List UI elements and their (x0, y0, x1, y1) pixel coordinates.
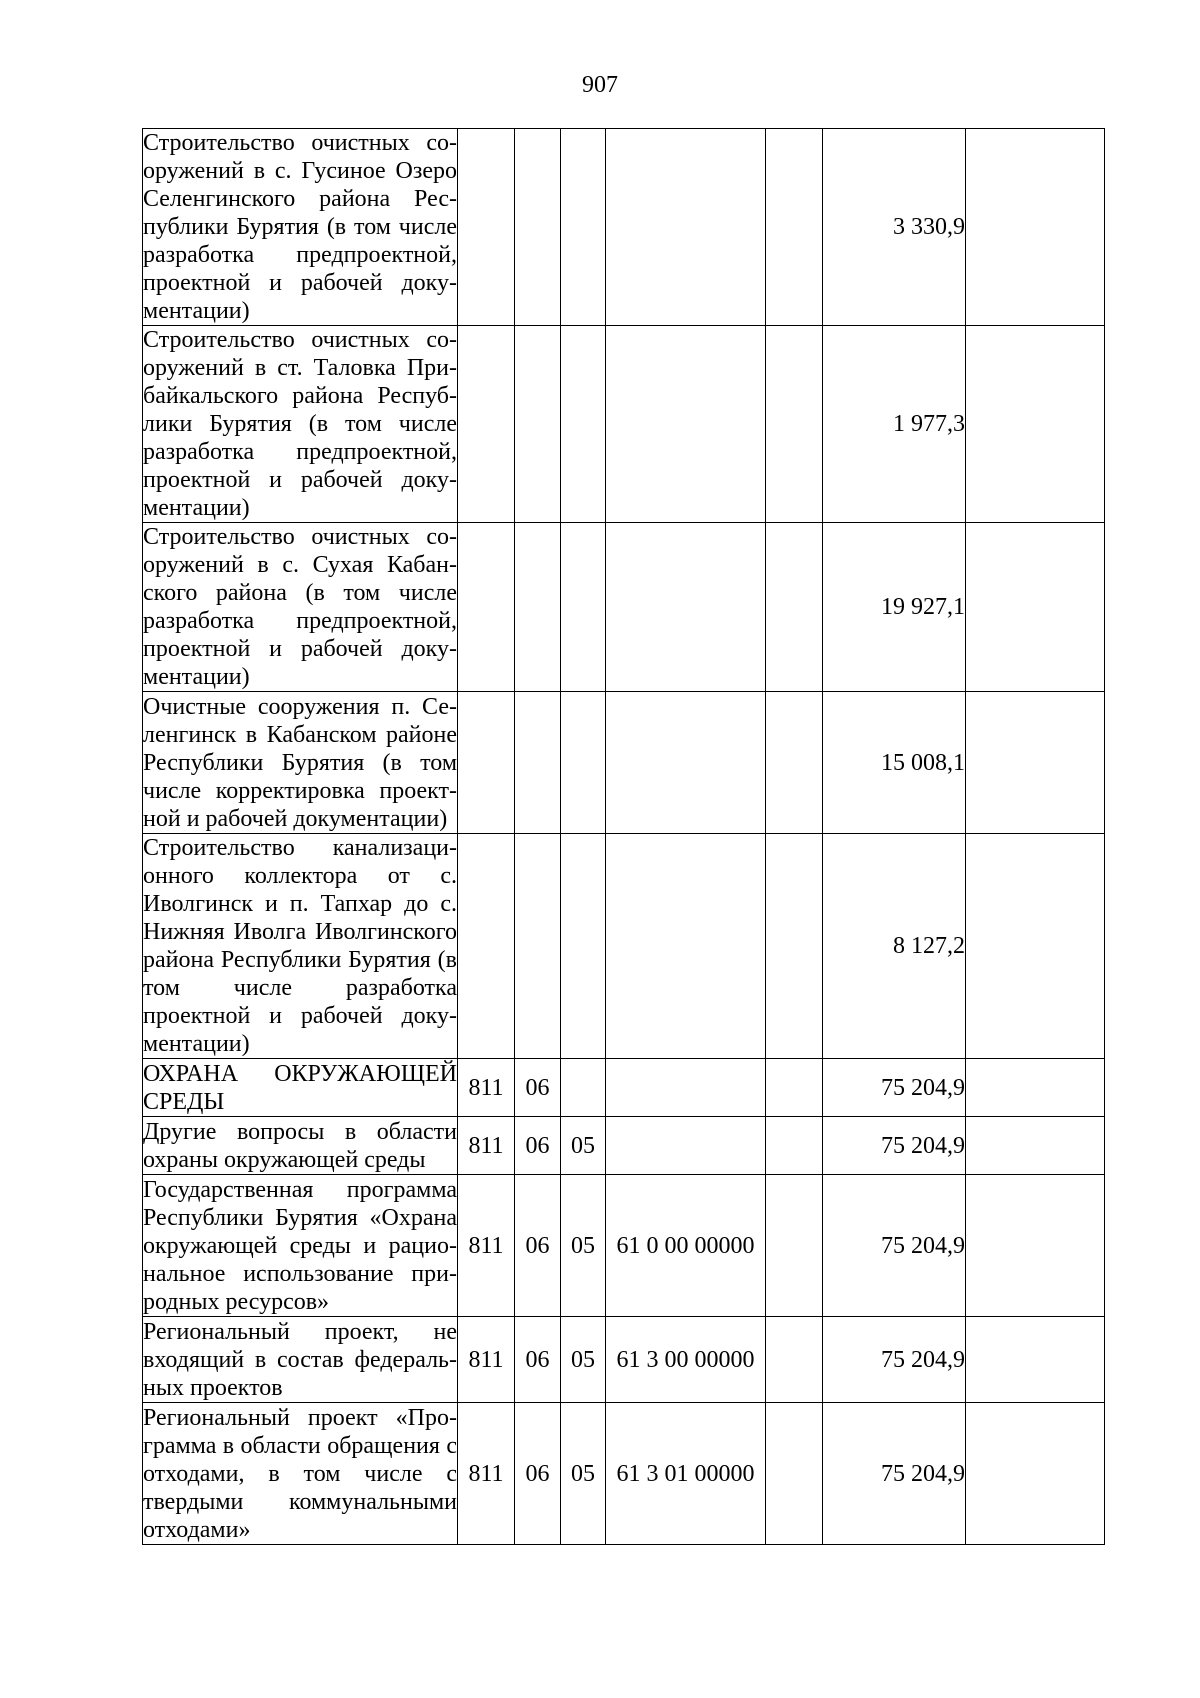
target-article-cell (606, 326, 766, 523)
extra-cell (966, 523, 1105, 692)
subsection-code-cell: 05 (561, 1117, 606, 1175)
target-article-cell (606, 523, 766, 692)
section-code-cell (515, 834, 561, 1059)
amount-cell: 75 204,9 (823, 1175, 966, 1317)
section-code-cell: 06 (515, 1403, 561, 1545)
table-row (143, 326, 1105, 523)
target-article-cell: 61 0 00 00000 (606, 1175, 766, 1317)
ministry-code-cell: 811 (458, 1403, 515, 1545)
row-name-cell: Другие вопросы в области охраны окружающей среды (143, 1118, 457, 1173)
amount-cell: 15 008,1 (823, 692, 966, 834)
target-article-cell (606, 1117, 766, 1175)
row-name-cell: ОХРАНА ОКРУЖАЮЩЕЙ СРЕДЫ (143, 1060, 457, 1115)
page-number: 907 (582, 72, 618, 98)
expense-type-cell (766, 1175, 823, 1317)
target-article-cell (606, 129, 766, 326)
ministry-code-cell: 811 (458, 1059, 515, 1117)
section-code-cell (515, 523, 561, 692)
amount-cell: 3 330,9 (823, 129, 966, 326)
row-name-cell: Очистные сооружения п. Селенгинск в Кабанском районе Республики Бурятия (в том числе корректировка проектной и рабочей документации) (143, 693, 457, 832)
subsection-code-cell: 05 (561, 1403, 606, 1545)
table-row (143, 692, 1105, 834)
amount-cell: 75 204,9 (823, 1317, 966, 1403)
extra-cell (966, 1117, 1105, 1175)
extra-cell (966, 1175, 1105, 1317)
amount-cell: 1 977,3 (823, 326, 966, 523)
row-name-cell: Строительство очистных сооружений в ст. Таловка Прибайкальского района Республики Бурятия (в том числе разработка предпроектной, проектной и рабочей документации) (143, 327, 457, 521)
expense-type-cell (766, 523, 823, 692)
ministry-code-cell (458, 129, 515, 326)
table-row (143, 1175, 1105, 1317)
section-code-cell: 06 (515, 1317, 561, 1403)
amount-cell: 75 204,9 (823, 1403, 966, 1545)
ministry-code-cell: 811 (458, 1175, 515, 1317)
expense-type-cell (766, 1059, 823, 1117)
target-article-cell (606, 692, 766, 834)
target-article-cell (606, 834, 766, 1059)
expense-type-cell (766, 692, 823, 834)
amount-cell: 8 127,2 (823, 834, 966, 1059)
row-name-cell: Региональный проект «Программа в области обращения с отходами, в том числе с твердыми коммунальными отходами» (143, 1404, 457, 1543)
extra-cell (966, 129, 1105, 326)
budget-table (142, 128, 1105, 1545)
section-code-cell: 06 (515, 1059, 561, 1117)
table-row (143, 834, 1105, 1059)
row-name-cell: Строительство очистных сооружений в с. Гусиное Озеро Селенгинского района Республики Бурятия (в том числе разработка предпроектной, проектной и рабочей документации) (143, 130, 457, 324)
subsection-code-cell: 05 (561, 1317, 606, 1403)
subsection-code-cell: 05 (561, 1175, 606, 1317)
expense-type-cell (766, 129, 823, 326)
ministry-code-cell (458, 523, 515, 692)
expense-type-cell (766, 1117, 823, 1175)
ministry-code-cell (458, 834, 515, 1059)
subsection-code-cell (561, 834, 606, 1059)
target-article-cell (606, 1059, 766, 1117)
subsection-code-cell (561, 523, 606, 692)
row-name-cell: Строительство канализационного коллектора от с. Иволгинск и п. Тапхар до с. Нижняя Иволга Иволгинского района Республики Бурятия (в том числе разработка проектной и рабочей документации) (143, 835, 457, 1057)
extra-cell (966, 834, 1105, 1059)
target-article-cell: 61 3 00 00000 (606, 1317, 766, 1403)
amount-cell: 75 204,9 (823, 1059, 966, 1117)
section-code-cell: 06 (515, 1175, 561, 1317)
row-name-cell: Строительство очистных сооружений в с. Сухая Кабанского района (в том числе разработка предпроектной, проектной и рабочей документации) (143, 524, 457, 690)
extra-cell (966, 1403, 1105, 1545)
extra-cell (966, 692, 1105, 834)
row-name-cell: Региональный проект, не входящий в состав федеральных проектов (143, 1318, 457, 1401)
amount-cell: 19 927,1 (823, 523, 966, 692)
extra-cell (966, 326, 1105, 523)
ministry-code-cell: 811 (458, 1117, 515, 1175)
table-row (143, 1403, 1105, 1545)
subsection-code-cell (561, 129, 606, 326)
table-row (143, 1117, 1105, 1175)
row-name-cell: Государственная программа Республики Бурятия «Охрана окружающей среды и рациональное использование природных ресурсов» (143, 1176, 457, 1315)
section-code-cell: 06 (515, 1117, 561, 1175)
table-row (143, 523, 1105, 692)
target-article-cell: 61 3 01 00000 (606, 1403, 766, 1545)
table-row (143, 129, 1105, 326)
extra-cell (966, 1059, 1105, 1117)
ministry-code-cell: 811 (458, 1317, 515, 1403)
section-code-cell (515, 129, 561, 326)
section-code-cell (515, 326, 561, 523)
table-row (143, 1059, 1105, 1117)
section-code-cell (515, 692, 561, 834)
subsection-code-cell (561, 326, 606, 523)
subsection-code-cell (561, 692, 606, 834)
subsection-code-cell (561, 1059, 606, 1117)
ministry-code-cell (458, 326, 515, 523)
expense-type-cell (766, 834, 823, 1059)
extra-cell (966, 1317, 1105, 1403)
expense-type-cell (766, 1317, 823, 1403)
amount-cell: 75 204,9 (823, 1117, 966, 1175)
ministry-code-cell (458, 692, 515, 834)
table-row (143, 1317, 1105, 1403)
expense-type-cell (766, 326, 823, 523)
expense-type-cell (766, 1403, 823, 1545)
